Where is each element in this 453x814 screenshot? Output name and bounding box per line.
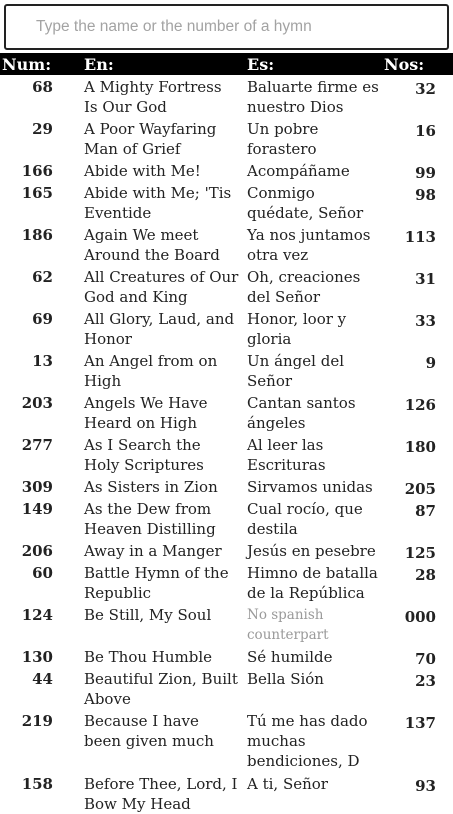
hymn-row[interactable] bbox=[0, 475, 453, 497]
hymn-title-english: Again We meet Around the Board bbox=[84, 226, 220, 264]
hymn-title-english: Before Thee, Lord, I Bow My Head bbox=[84, 775, 238, 813]
hymn-title-spanish: Cantan santos ángeles bbox=[247, 394, 356, 432]
hymn-title-english: All Creatures of Our God and King bbox=[84, 268, 239, 306]
hymn-number-spanish: 125 bbox=[404, 544, 436, 562]
hymn-number: 203 bbox=[21, 394, 53, 412]
hymn-number: 166 bbox=[21, 162, 53, 180]
hymn-number-spanish: 93 bbox=[415, 777, 436, 795]
hymn-number-spanish: 205 bbox=[404, 480, 436, 498]
hymn-title-spanish: Al leer las Escrituras bbox=[247, 436, 326, 474]
column-header-es: Es: bbox=[247, 55, 275, 74]
hymn-title-spanish: Honor, loor y gloria bbox=[247, 310, 347, 348]
hymn-title-english: An Angel from on High bbox=[84, 352, 218, 390]
hymn-number: 68 bbox=[32, 78, 53, 96]
hymn-title-english: Because I have been given much bbox=[84, 712, 214, 750]
hymn-row[interactable] bbox=[0, 75, 453, 117]
search-input[interactable] bbox=[34, 17, 447, 37]
hymn-title-english: Away in a Manger bbox=[84, 542, 222, 560]
hymn-title-spanish: Conmigo quédate, Señor bbox=[247, 184, 364, 222]
column-header-en: En: bbox=[84, 55, 114, 74]
hymn-title-spanish: Bella Sión bbox=[247, 670, 324, 688]
hymn-number: 309 bbox=[21, 478, 53, 496]
hymn-title-spanish: Cual rocío, que destila bbox=[247, 500, 363, 538]
hymn-row[interactable] bbox=[0, 159, 453, 181]
hymn-number-spanish: 28 bbox=[415, 566, 436, 584]
hymn-number-spanish: 87 bbox=[415, 502, 436, 520]
hymn-number-spanish: 31 bbox=[415, 270, 436, 288]
hymn-title-english: As the Dew from Heaven Distilling bbox=[84, 500, 216, 538]
hymn-number: 124 bbox=[21, 606, 53, 624]
hymn-title-spanish: Acompáñame bbox=[247, 162, 350, 180]
hymn-title-spanish: A ti, Señor bbox=[247, 775, 328, 793]
hymn-title-spanish: No spanish counterpart bbox=[247, 607, 329, 643]
hymn-row[interactable] bbox=[0, 603, 453, 645]
hymn-number: 165 bbox=[21, 184, 53, 202]
hymn-row[interactable] bbox=[0, 497, 453, 539]
hymn-number: 13 bbox=[32, 352, 53, 370]
hymn-number: 44 bbox=[32, 670, 53, 688]
hymn-title-english: A Mighty Fortress Is Our God bbox=[84, 78, 222, 116]
hymn-number: 277 bbox=[21, 436, 53, 454]
hymn-row[interactable] bbox=[0, 223, 453, 265]
search-box[interactable] bbox=[4, 4, 449, 50]
column-header-nos: Nos: bbox=[384, 55, 425, 74]
hymn-title-spanish: Sé humilde bbox=[247, 648, 333, 666]
hymn-number-spanish: 000 bbox=[404, 608, 436, 626]
hymn-row[interactable] bbox=[0, 349, 453, 391]
hymn-number-spanish: 16 bbox=[415, 122, 436, 140]
hymn-title-english: Angels We Have Heard on High bbox=[84, 394, 208, 432]
column-header-num: Num: bbox=[2, 55, 52, 74]
hymn-title-spanish: Ya nos juntamos otra vez bbox=[247, 226, 371, 264]
hymn-number-spanish: 99 bbox=[415, 164, 436, 182]
hymn-number: 29 bbox=[32, 120, 53, 138]
hymn-number: 206 bbox=[21, 542, 53, 560]
hymn-title-english: Battle Hymn of the Republic bbox=[84, 564, 229, 602]
hymn-row[interactable] bbox=[0, 709, 453, 772]
hymn-title-english: As I Search the Holy Scriptures bbox=[84, 436, 204, 474]
hymn-row[interactable] bbox=[0, 307, 453, 349]
hymn-row[interactable] bbox=[0, 772, 453, 812]
hymn-number-spanish: 32 bbox=[415, 80, 436, 98]
hymn-number-spanish: 70 bbox=[415, 650, 436, 668]
hymn-title-spanish: Sirvamos unidas bbox=[247, 478, 373, 496]
hymn-title-english: All Glory, Laud, and Honor bbox=[84, 310, 235, 348]
hymn-number-spanish: 137 bbox=[404, 714, 436, 732]
table-header bbox=[0, 53, 453, 75]
hymn-title-spanish: Un pobre forastero bbox=[247, 120, 319, 158]
hymn-row[interactable] bbox=[0, 181, 453, 223]
hymn-title-english: As Sisters in Zion bbox=[84, 478, 218, 496]
hymn-number-spanish: 126 bbox=[404, 396, 436, 414]
hymn-title-english: Abide with Me! bbox=[84, 162, 201, 180]
hymn-title-english: A Poor Wayfaring Man of Grief bbox=[84, 120, 217, 158]
hymn-title-english: Beautiful Zion, Built Above bbox=[84, 670, 238, 708]
hymn-title-english: Be Thou Humble bbox=[84, 648, 213, 666]
hymn-title-spanish: Jesús en pesebre bbox=[247, 542, 376, 560]
hymn-number: 149 bbox=[21, 500, 53, 518]
hymn-row[interactable] bbox=[0, 645, 453, 667]
hymn-number-spanish: 9 bbox=[425, 354, 436, 372]
hymn-number-spanish: 180 bbox=[404, 438, 436, 456]
hymn-number: 130 bbox=[21, 648, 53, 666]
hymn-row[interactable] bbox=[0, 561, 453, 603]
hymn-number: 219 bbox=[21, 712, 53, 730]
hymn-title-spanish: Oh, creaciones del Señor bbox=[247, 268, 361, 306]
hymn-title-english: Be Still, My Soul bbox=[84, 606, 212, 624]
hymn-number-spanish: 98 bbox=[415, 186, 436, 204]
hymn-title-spanish: Tú me has dado muchas bendiciones, D bbox=[247, 712, 368, 770]
hymn-row[interactable] bbox=[0, 265, 453, 307]
hymn-row[interactable] bbox=[0, 391, 453, 433]
hymn-title-spanish: Un ángel del Señor bbox=[247, 352, 344, 390]
hymn-number-spanish: 113 bbox=[404, 228, 436, 246]
hymn-number: 62 bbox=[32, 268, 53, 286]
hymn-title-spanish: Baluarte firme es nuestro Dios bbox=[247, 78, 379, 116]
hymn-row[interactable] bbox=[0, 667, 453, 709]
hymn-number: 60 bbox=[32, 564, 53, 582]
hymn-number: 158 bbox=[21, 775, 53, 793]
hymn-number-spanish: 33 bbox=[415, 312, 436, 330]
hymn-row[interactable] bbox=[0, 433, 453, 475]
hymn-row[interactable] bbox=[0, 539, 453, 561]
hymn-number-spanish: 23 bbox=[415, 672, 436, 690]
hymn-title-spanish: Himno de batalla de la República bbox=[247, 564, 378, 602]
hymn-number: 69 bbox=[32, 310, 53, 328]
hymn-row[interactable] bbox=[0, 117, 453, 159]
hymn-title-english: Abide with Me; 'Tis Eventide bbox=[84, 184, 232, 222]
search-bar bbox=[0, 0, 453, 53]
hymn-number: 186 bbox=[21, 226, 53, 244]
